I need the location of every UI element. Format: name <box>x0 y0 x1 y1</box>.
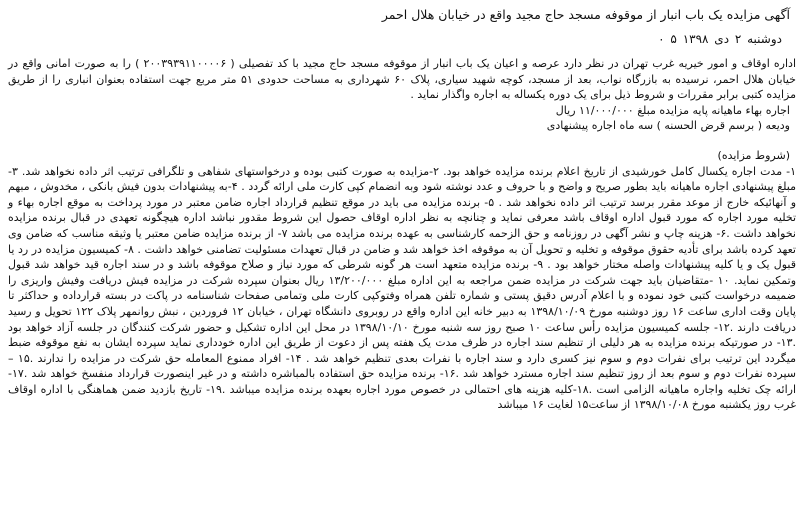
deposit-line: ودیعه ( برسم قرض الحسنه ) سه ماه اجاره پیشنهادی <box>546 119 790 133</box>
notice-title: آگهی مزایده یک باب انبار از موقوفه مسجد حاج مجید واقع در خیابان هلال احمر <box>381 7 790 22</box>
notice-document <box>8 4 796 509</box>
notice-date: دوشنبه ۲ دی ۱۳۹۸ ۵ ۰ <box>658 32 782 46</box>
section-spacer <box>8 134 796 148</box>
conditions-paragraph: ۱- مدت اجاره یکسال کامل خورشیدی از تاریخ اعلام برنده مزایده خواهد بود. ۲-مزایده به صورت کتبی بوده و درخواستهای شفاهی و تلگرافی ترتیب اثر داده نخواهد شد. ۳-مبلغ پیشنهادی اجاره ماهیانه باید بطور صریح و واضح و با حروف و عدد نوشته شود وبه انضمام کپی کارت ملی ارائه گردد . ۴-به پیشنهادات بدون فیش بانکی ، مخدوش ، مبهم و آنهائیکه خارج از موعد مقرر برسد ترتیب اثر داده نخواهد شد . ۵- برنده مزایده می باید در موقع تنظیم قرارداد اجاره ضامن معتبر در مورد پرداخت به موقع اجاره بهاء و تخلیه مورد اجاره که مورد قبول اداره اوقاف باشد معرفی نماید و چنانچه به نظر اداره اوقاف حصول این شروط مقدور نباشد اداره هیچگونه تعهدی در قبال برنده مزایده نخواهد داشت .۶- هزینه چاپ و نشر آگهی در روزنامه و حق الزحمه کارشناسی به عهده برنده مزایده می باشد ۷- از برنده مزایده ضامن معتبر یا وثیقه مناسب که ضامن وی تعهد کرده باشد برای تأدیه حقوق موقوفه و تخلیه و تحویل آن به موقوفه اخذ خواهد شد و ضامن در قبال تعهدات مسئولیت تضامنی خواهد داشت . ۸- کمیسیون مزایده در رد یا قبول یک و یا کلیه پیشنهادات واصله مختار خواهد بود . ۹- برنده مزایده متعهد است هر گونه شرطی که مورد نیاز و صلاح موقوفه باشد و در سند اجاره قید خواهد شد قبول وتمکین نماید. ۱۰ -متقاضیان باید جهت شرکت در مزایده ضمن مراجعه به این اداره مبلغ ۱۳/۲۰۰/۰۰۰ ریال بعنوان سپرده شرکت در مزایده فیش دریافت وفیش واریزی را ضمیمه درخواست کتبی خود نموده و با اعلام آدرس دقیق پستی و شماره تلفن همراه وفتوکپی کارت ملی وتمامی صفحات شناسنامه در پاکت در بسته قرارداده و حداکثر تا پایان وقت اداری ساعت ۱۶ روز دوشنبه مورخ ۱۳۹۸/۱۰/۰۹ به دبیر خانه این اداره واقع در روبروی دانشگاه تهران ، خیابان ۱۲ فروردین ، نبش روانمهر پلاک ۱۲۲ تحویل و رسید دریافت دارند .۱۲- جلسه کمیسیون مزایده رأس ساعت ۱۰ صبح روز سه شنبه مورخ ۱۳۹۸/۱۰/۱۰ در محل این اداره تشکیل و حضور شرکت کنندگان در جلسه آزاد خواهد بود .۱۳- در صورتیکه برنده مزایده به هر دلیلی از تنظیم سند اجاره در ظرف مدت یک هفته پس از دعوت از طریق این اداره خودداری نماید سپرده ایشان به نفع موقوفه ضبط میگردد این ترتیب برای نفرات دوم و سوم نیز کسری دارد و سند اجاره با نفرات بعدی تنظیم خواهد شد . ۱۴- افراد ممنوع المعامله حق شرکت در مزایده را ندارند .۱۵ – سپرده نفرات دوم و سوم بعد از روز تنظیم سند اجاره مسترد خواهد شد .۱۶- برنده مزایده حق استفاده بالمباشره داشته و در غیر اینصورت قرارداد منفسخ خواهد شد .۱۷- ارائه چک تخلیه واجاره ماهیانه الزامی است .۱۸-کلیه هزینه های احتمالی در خصوص مورد اجاره بعهده برنده مزایده میباشد .۱۹- تاریخ بازدید ضمن هماهنگی با اداره اوقاف غرب روز یکشنبه مورخ ۱۳۹۸/۱۰/۰۸ از ساعت۱۵ لغایت ۱۶ میباشد <box>8 164 797 412</box>
conditions-heading: (شروط مزایده) <box>717 148 790 162</box>
intro-paragraph: اداره اوقاف و امور خیریه غرب تهران در نظر دارد عرصه و اعیان یک باب انبار از موقوفه مسجد حاج مجید با کد تفصیلی ( ۲۰۰۳۹۳۹۱۱۰۰۰۰۶ ) را به صورت امانی واقع در خیابان هلال احمر، نرسیده به بازرگاه نواب، بعد از مسجد، کوچه شهید سیاری، پلاک ۶۰ شهرداری به مساحت حدودی ۵۱ متر مربع جهت استفاده بعنوان انباری را از طریق مزایده کتبی برابر مقررات و شروط ذیل برای یک دوره یکساله به اجاره واگذار نماید . <box>8 57 796 102</box>
base-rent-line: اجاره بهاء ماهیانه پایه مزایده مبلغ ۱۱/۰۰۰/۰۰۰ ریال <box>555 103 790 117</box>
